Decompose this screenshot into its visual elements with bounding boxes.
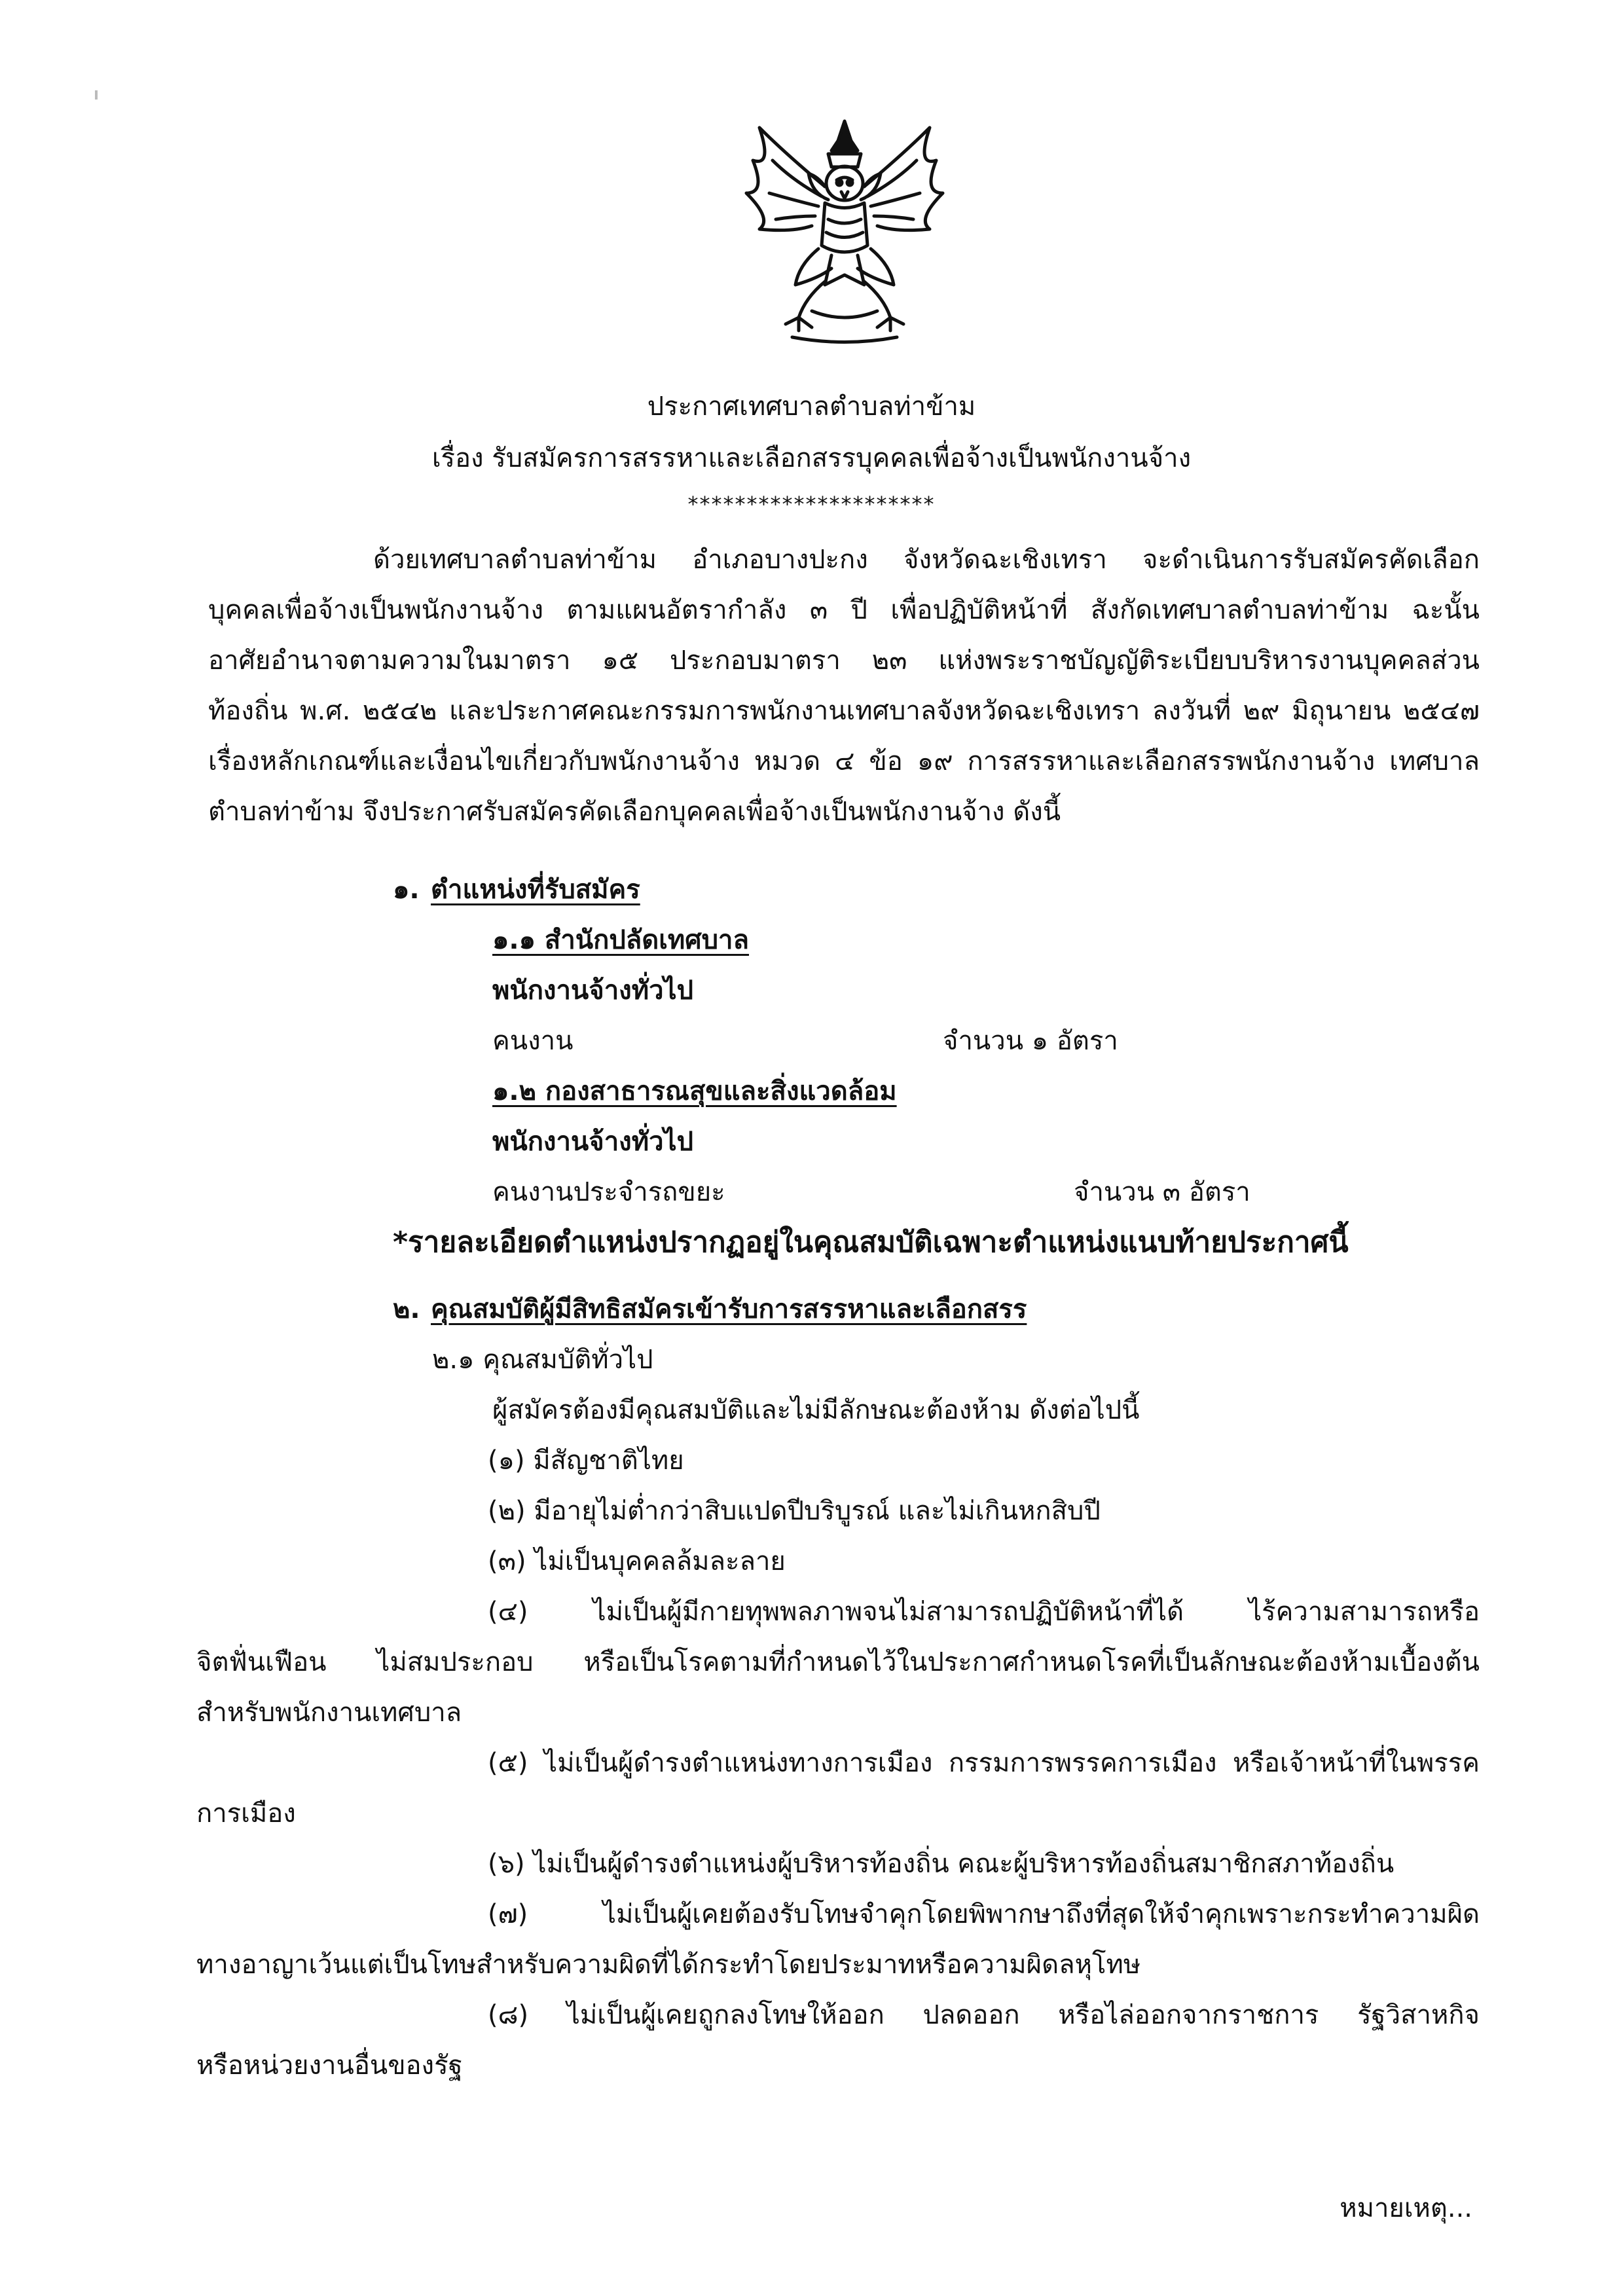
intro-line-5: เรื่องหลักเกณฑ์และเงื่อนไขเกี่ยวกับพนักงานจ้าง หมวด ๔ ข้อ ๑๙ การสรรหาและเลือกสรรพนักงานจ้าง เทศบาล: [208, 746, 1480, 776]
section2-item3: (๓) ไม่เป็นบุคคลล้มละลาย: [488, 1546, 786, 1576]
section2-item1: (๑) มีสัญชาติไทย: [488, 1446, 684, 1476]
intro-line-4: ท้องถิ่น พ.ศ. ๒๕๔๒ และประกาศคณะกรรมการพนักงานเทศบาลจังหวัดฉะเชิงเทรา ลงวันที่ ๒๙ มิถุนายน ๒๕๔๗: [208, 696, 1480, 726]
section1-sub2-count: จำนวน ๓ อัตรา: [1074, 1177, 1250, 1207]
section2-item4-line3: สำหรับพนักงานเทศบาล: [196, 1698, 462, 1728]
section2-heading: คุณสมบัติผู้มีสิทธิสมัครเข้ารับการสรรหาและเลือกสรร: [431, 1294, 1027, 1324]
intro-line-3: อาศัยอำนาจตามความในมาตรา ๑๕ ประกอบมาตรา ๒๓ แห่งพระราชบัญญัติระเบียบบริหารงานบุคคลส่วน: [208, 646, 1480, 676]
document-title: ประกาศเทศบาลตำบลท่าข้าม: [647, 392, 976, 422]
scan-speck: [95, 90, 98, 100]
section1-note: *รายละเอียดตำแหน่งปรากฏอยู่ในคุณสมบัติเฉพาะตำแหน่งแนบท้ายประกาศนี้: [393, 1226, 1349, 1259]
section2-item4-line2: จิตฟั่นเฟือน ไม่สมประกอบ หรือเป็นโรคตามที่กำหนดไว้ในประกาศกำหนดโรคที่เป็นลักษณะต้องห้ามเบื้องต้น: [196, 1647, 1480, 1677]
section1-number: ๑.: [393, 875, 420, 905]
section1-heading: ตำแหน่งที่รับสมัคร: [431, 875, 640, 905]
intro-line-6: ตำบลท่าข้าม จึงประกาศรับสมัครคัดเลือกบุคคลเพื่อจ้างเป็นพนักงานจ้าง ดังนี้: [208, 797, 1061, 827]
section2-number: ๒.: [393, 1294, 420, 1324]
document-subject: เรื่อง รับสมัครการสรรหาและเลือกสรรบุคคลเพื่อจ้างเป็นพนักงานจ้าง: [431, 443, 1192, 473]
section2-lead: ผู้สมัครต้องมีคุณสมบัติและไม่มีลักษณะต้องห้าม ดังต่อไปนี้: [492, 1395, 1140, 1425]
section1-sub1-heading: ๑.๑ สำนักปลัดเทศบาล: [492, 925, 750, 955]
continuation-note: หมายเหตุ...: [1340, 2193, 1472, 2223]
section1-sub1-count: จำนวน ๑ อัตรา: [943, 1026, 1118, 1056]
section2-item4-line1: (๔) ไม่เป็นผู้มีกายทุพพลภาพจนไม่สามารถปฏิบัติหน้าที่ได้ ไร้ความสามารถหรือ: [488, 1597, 1480, 1627]
section1-sub1-type: พนักงานจ้างทั่วไป: [492, 975, 694, 1006]
section2-item6: (๖) ไม่เป็นผู้ดำรงตำแหน่งผู้บริหารท้องถิ่น คณะผู้บริหารท้องถิ่นสมาชิกสภาท้องถิ่น: [488, 1849, 1395, 1879]
section2-item8-line2: หรือหน่วยงานอื่นของรัฐ: [196, 2050, 463, 2081]
section2-item2: (๒) มีอายุไม่ต่ำกว่าสิบแปดปีบริบูรณ์ และไม่เกินหกสิบปี: [488, 1496, 1101, 1526]
section1-sub2-type: พนักงานจ้างทั่วไป: [492, 1127, 694, 1157]
section2-sub1: ๒.๑ คุณสมบัติทั่วไป: [432, 1345, 653, 1375]
section1-sub1-position: คนงาน: [492, 1026, 574, 1056]
section1-sub2-position: คนงานประจำรถขยะ: [492, 1177, 725, 1207]
intro-line-1: ด้วยเทศบาลตำบลท่าข้าม อำเภอบางปะกง จังหวัดฉะเชิงเทรา จะดำเนินการรับสมัครคัดเลือก: [373, 545, 1480, 575]
section2-item7-line2: ทางอาญาเว้นแต่เป็นโทษสำหรับความผิดที่ได้กระทำโดยประมาทหรือความผิดลหุโทษ: [196, 1950, 1141, 1980]
section1-sub2-heading: ๑.๒ กองสาธารณสุขและสิ่งแวดล้อม: [492, 1076, 897, 1106]
section2-item8-line1: (๘) ไม่เป็นผู้เคยถูกลงโทษให้ออก ปลดออก หรือไล่ออกจากราชการ รัฐวิสาหกิจ: [488, 2000, 1480, 2030]
garuda-emblem-icon: [733, 115, 956, 350]
section2-item5-line2: การเมือง: [196, 1798, 296, 1829]
section2-item5-line1: (๕) ไม่เป็นผู้ดำรงตำแหน่งทางการเมือง กรรมการพรรคการเมือง หรือเจ้าหน้าที่ในพรรค: [488, 1748, 1480, 1778]
section2-item7-line1: (๗) ไม่เป็นผู้เคยต้องรับโทษจำคุกโดยพิพากษาถึงที่สุดให้จำคุกเพราะกระทำความผิด: [488, 1899, 1480, 1929]
separator-stars: *********************: [687, 492, 936, 517]
intro-line-2: บุคคลเพื่อจ้างเป็นพนักงานจ้าง ตามแผนอัตรากำลัง ๓ ปี เพื่อปฏิบัติหน้าที่ สังกัดเทศบาลตำบลท่าข้าม ฉะนั้น: [208, 595, 1480, 625]
